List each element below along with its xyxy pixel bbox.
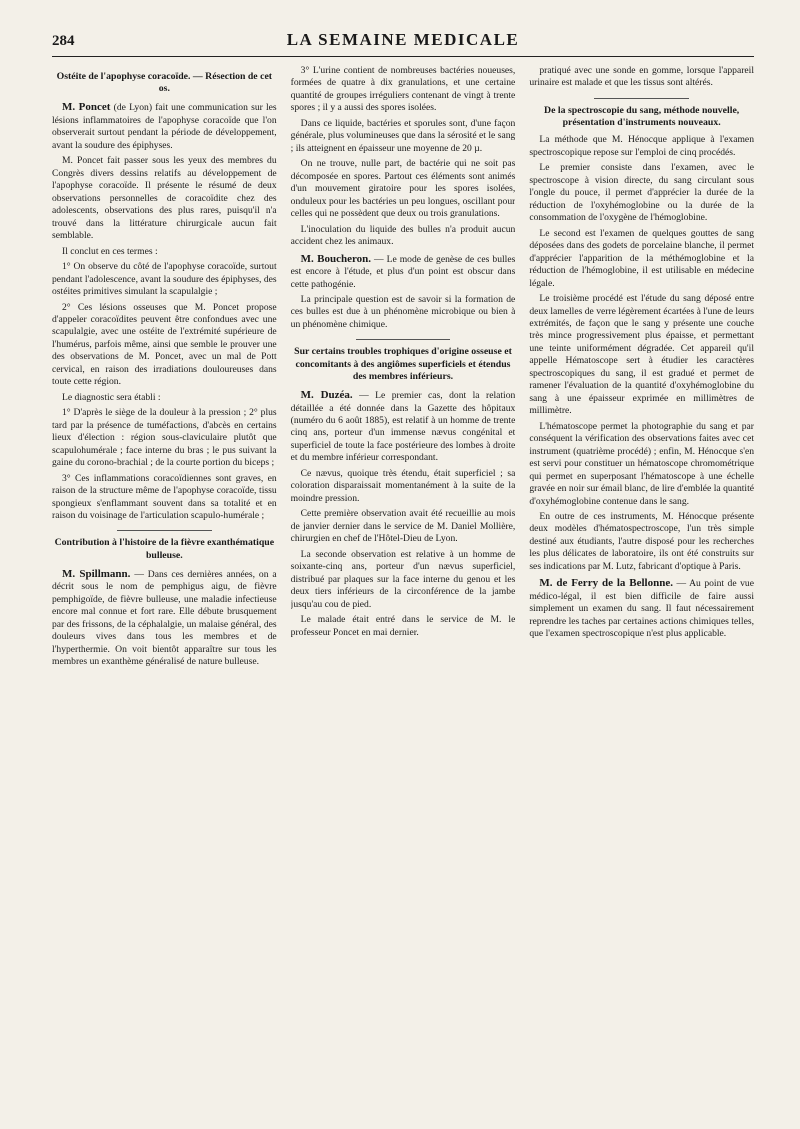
section-divider	[117, 530, 211, 531]
author-name: M. Duzéa.	[300, 389, 353, 402]
paragraph: Dans ce liquide, bactéries et sporules sont, d'une façon générale, plus volumineuses que dans la sérosité et le sang ; ils atteignent en épaisseur une moyenne de 20 µ.	[290, 117, 516, 154]
paragraph: En outre de ces instruments, M. Hénocque présente deux modèles d'hématospectroscope, l'un très simple destiné aux étudiants, l'autre disposé pour les recherches les plus délicates de laboratoire, ils ont été construits sur ses indications par M. Lutz, fabricant d'optique à Paris.	[529, 511, 754, 572]
column-left	[52, 65, 277, 672]
paragraph-text: — Au point de vue médico-légal, il est bien difficile de faire aussi simplement un examen du sang. Il faut nécessairement reprendre les taches par certaines actions chimiques telles, que l'examen spectroscopique n'est plus applicable.	[529, 578, 754, 640]
section-divider	[356, 339, 450, 340]
paragraph: On ne trouve, nulle part, de bactérie qui ne soit pas décomposée en spores. Partout ces éléments sont animés d'un mouvement giratoire pour les spores isolées, onduleux pour les bactéries un peu longues, oscillant pour celles qui ne possèdent que deux ou trois granulations.	[290, 158, 516, 220]
paragraph	[52, 567, 277, 669]
page-header	[52, 30, 754, 57]
paragraph: Cette première observation avait été recueillie au mois de janvier dernier dans le service de M. Daniel Mollière, chirurgien en chef de l'Hôtel-Dieu de Lyon.	[290, 508, 516, 545]
page-number: 284	[52, 33, 75, 49]
paragraph: Il conclut en ces termes :	[62, 245, 158, 257]
column-right	[529, 65, 754, 672]
paragraph: Ce nævus, quoique très étendu, était superficiel ; sa coloration disparaissait momentanément à la suite de la moindre pression.	[290, 467, 516, 504]
author-name: M. Poncet	[62, 101, 111, 114]
journal-title: LA SEMAINE MEDICALE	[286, 30, 520, 49]
section-title: Contribution à l'histoire de la fièvre exanthématique bulleuse.	[54, 537, 275, 561]
paragraph-text: (de Lyon) fait une communication sur les lésions inflammatoires de l'apophyse coracoïde que l'on observerait surtout pendant la période de développement, avant la soudure des épiphyses.	[52, 102, 277, 151]
paragraph: Le premier consiste dans l'examen, avec le spectroscope à vision directe, du sang circulant sous l'ongle du pouce, il permet d'apprécier la durée de la réduction de l'oxyhémoglobine ou la durée de la consommation de l'oxygène de l'hémoglobine.	[529, 162, 754, 224]
column-middle	[291, 65, 516, 672]
paragraph: La principale question est de savoir si la formation de ces bulles est due à un phénomène microbique ou bien à un phénomène chimique.	[290, 293, 516, 330]
author-name: M. Spillmann.	[62, 567, 131, 580]
author-name: M. Boucheron.	[300, 252, 372, 265]
paragraph: 1° D'après le siège de la douleur à la pression ; 2° plus tard par la présence de tuméfactions, d'abcès en certains lieux d'élection : région sous-claviculaire plutôt que scapulohumérale ; face interne du bras ; le pus suivant la gaine du corono-brachial ; de la courte portion du biceps ;	[52, 407, 277, 469]
paragraph	[291, 252, 516, 291]
section-title: Sur certains troubles trophiques d'origine osseuse et concomitants à des angiômes superficiels et étendus des membres inférieurs.	[294, 346, 512, 382]
paragraph-text: — Le mode de genèse de ces bulles est encore à l'étude, et plus d'un point est obscur dans cette pathogénie.	[290, 253, 516, 290]
paragraph	[52, 100, 277, 152]
paragraph: Le troisième procédé est l'étude du sang déposé entre deux lamelles de verre légèrement écartées à l'une de leurs extrémités, de façon que le sang y présente une couche très mince progressivement plus épaisse, et permettant une teinte uniformément dégradée. Cet appareil qu'il appelle Hématoscope sert à étudier les caractères spectroscopiques du sang, il est gradué et permet de ramener l'évaluation de la quantité d'oxyhémoglobine du sang à une épaisseur exprimée en millimètres de millimètre.	[529, 293, 754, 417]
paragraph: L'hématoscope permet la photographie du sang et par conséquent la vérification des observations faites avec cet instrument (quatrième procédé) ; enfin, M. Hénocque s'en est servi pour constituer un hématoscope chromométrique qui permet en superposant l'hématoscope à une échelle gravée en noir sur émail blanc, de lire d'emblée la quantité d'oxyhémoglobine contenue dans le sang.	[529, 420, 754, 507]
paragraph: Le malade était entré dans le service de M. le professeur Poncet en mai dernier.	[290, 614, 516, 638]
paragraph: Le diagnostic sera établi :	[62, 391, 161, 403]
paragraph-text: — Dans ces dernières années, on a décrit sous le nom de pemphigus aigu, de fièvre pemphigoïde, de fièvre bulleuse, une maladie infectieuse encore mal connue et fort rare. Elle débute brusquement par des frissons, de la céphalalgie, un malaise général, des douleurs vives dans tous les membres et de l'hyperthermie. On voit bientôt apparaître sur tous les membres un exanthème généralisé de nature bulleuse.	[52, 568, 277, 668]
author-name: M. de Ferry de la Bellonne.	[539, 577, 673, 590]
section-title: De la spectroscopie du sang, méthode nouvelle, présentation d'instruments nouveaux.	[544, 104, 740, 129]
paragraph: 2° Ces lésions osseuses que M. Poncet propose d'appeler coracoïdites peuvent être confondues avec une scapulalgie, avec une ostéite de l'extrémité supérieure de l'humérus, parfois même, ainsi que semble le prouver une des observations de M. Poncet, avec un mal de Pott cervical, en raison des irradiations douloureuses dans toute cette région.	[52, 301, 277, 388]
columns	[52, 65, 754, 672]
paragraph: pratiqué avec une sonde en gomme, lorsque l'appareil urinaire est malade et que les tissus sont altérés.	[529, 65, 754, 89]
paragraph: 3° Ces inflammations coracoïdiennes sont graves, en raison de la structure même de l'apophyse coracoïde, tissu spongieux s'enflammant souvent dans sa totalité et en raison du voisinage de l'articulation scapulo-humérale ;	[52, 472, 277, 521]
paragraph: 1° On observe du côté de l'apophyse coracoïde, surtout pendant l'adolescence, avant la soudure des épiphyses, des ostéites primitives simulant la scapulalgie ;	[52, 261, 277, 298]
section-title: Ostéite de l'apophyse coracoïde. — Résection de cet os.	[56, 71, 273, 95]
section-divider	[594, 98, 688, 99]
paragraph: La seconde observation est relative à un homme de soixante-cinq ans, porteur d'un nævus superficiel, distribué par plaques sur la face interne du genou et les deux tiers inférieurs de la circonférence de la jambe jusqu'au cou de pied.	[290, 548, 516, 610]
paragraph: La méthode que M. Hénocque applique à l'examen spectroscopique repose sur l'emploi de cinq procédés.	[529, 134, 754, 158]
paragraph-text: — Le premier cas, dont la relation détaillée a été donnée dans la Gazette des hôpitaux (numéro du 6 août 1885), est relatif à un homme de trente cinq ans, porteur d'un immense nævus congénital et superficiel de toute la face postérieure des lombes à droite et du membre inférieur correspondant.	[290, 390, 516, 464]
paragraph: L'inoculation du liquide des bulles n'a produit aucun accident chez les animaux.	[290, 223, 516, 248]
paragraph	[291, 388, 516, 465]
paragraph	[529, 576, 754, 640]
paragraph: 3° L'urine contient de nombreuses bactéries noueuses, formées de quatre à dix granulations, et une certaine quantité de groupes irréguliers contenant de vingt à trente spores ; il y a aussi des spores isolées.	[290, 65, 516, 114]
paragraph: Le second est l'examen de quelques gouttes de sang déposées dans des godets de porcelaine blanche, il permet d'apprécier l'apparition de la méthémoglobine et la réduction de l'hémoglobine, il est utilisable en médecine légale.	[529, 227, 754, 289]
paragraph: M. Poncet fait passer sous les yeux des membres du Congrès divers dessins relatifs au développement de l'apophyse coracoïde. Il présente le résumé de deux observations personnelles de coracoïdite chez des adolescents, observations des plus rares, puisqu'il n'a trouvé dans la littérature chirurgicale aucun fait semblable.	[52, 155, 277, 242]
